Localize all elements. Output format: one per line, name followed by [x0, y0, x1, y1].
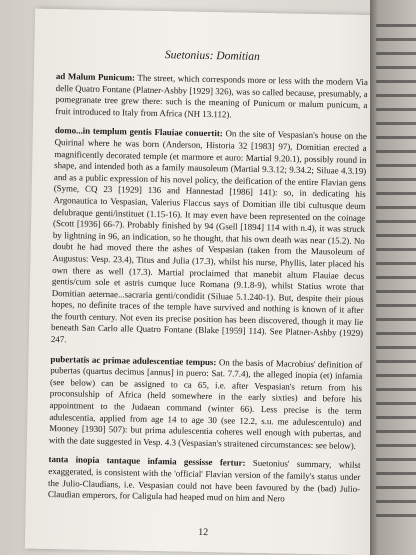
text-line-shadow: [376, 444, 416, 447]
entry-body: Suetonius' summary, whilst exaggerated, is consistent with the 'official' Flavian version of the family's status under the Julio-Claudians, i.e. Vespasian could not have been favoured by the (bad) Julio-Claudian emperors, for Caligula had heaped mud on him and Nero: [47, 458, 361, 504]
text-line-shadow: [376, 402, 416, 405]
text-line-shadow: [376, 38, 416, 41]
adjacent-page-edge: [370, 0, 416, 555]
book-page: [25, 9, 391, 555]
page-number: 12: [198, 526, 209, 539]
text-line-shadow: [376, 164, 416, 167]
text-line-shadow: [376, 178, 416, 181]
text-line-shadow: [376, 24, 416, 27]
text-line-shadow: [376, 80, 416, 83]
entry-body: The street, which corresponds more or less with the modern Via delle Quatro Fontane (Platner-Ashby [1929] 326), was so called because, presumably, a pomegranate tree grew there: such is the meaning of Punicum or malum punicum, a fruit introduced to Italy from Africa (NH 13.112).: [55, 72, 368, 120]
text-line-shadow: [376, 150, 416, 153]
text-line-shadow: [376, 66, 416, 69]
text-line-shadow: [376, 262, 416, 265]
text-line-shadow: [376, 472, 416, 475]
entry-body: On the site of Vespasian's house on the Quirinal where he was born (Anderson, Historia 32 [1983] 97), Domitian erected a magnificently decorated temple (et marmore et auro: Martial 9.20.1), possibly round in shape, and intended both as a family mausoleum (Martial 9.3.12; 9.34.2; Siluae 4.3.19) and as a public expression of his novel policy, the deification of the entire Flavian gens (Syme, CQ 23 [1929] 136 and Hannestad [1986] 141): so, in dedicating his Argonautica to Vespasian, Valerius Flaccus says of Domitian ille tibi cultusque deum delubraque genti/instituet (1.15-16). It may even have been represented on the coinage (Scott [1936] 66-7). Probably finished by 94 (Gsell [1894] 114 with n.4), it was struck by lightning in 96, an indication, so he thought, that his own death was near (15.2). No doubt he had moved there the ashes of Vespasian (taken from the Mausoleum of Augustus: Vesp. 23.4), Titus and Julia (17.3), whilst his nurse, Phyllis, later placed his own there as well (17.3). Martial proclaimed that manebit altum Flauiae decus gentis/cum sole et astris cumque luce Romana (9.1.8-9), whilst Statius wrote that Domitian aeternae...sacraria genti/condidit (Siluae 5.1.240-1). But, despite their pious hopes, no definite traces of the temple have survived and nothing is known of it after the fourth century. Not even its precise position has been discovered, though it may lie beneath San Carlo alle Quatro Fontane (Blake [1959] 114). See Platner-Ashby (1929) 247.: [50, 128, 367, 345]
text-line-shadow: [376, 304, 416, 307]
text-line-shadow: [376, 360, 416, 363]
commentary-entry: [48, 454, 361, 506]
commentary-entry: [55, 71, 368, 123]
text-line-shadow: [376, 332, 416, 335]
text-line-shadow: [376, 346, 416, 349]
text-line-shadow: [376, 458, 416, 461]
text-line-shadow: [376, 486, 416, 489]
text-line-shadow: [376, 290, 416, 293]
lemma: pubertatis ac primae adulescentiae tempus:: [50, 353, 217, 367]
text-line-shadow: [376, 500, 416, 503]
commentary-text: [48, 71, 368, 515]
lemma: tanta inopia tantaque infamia gessisse fertur:: [48, 454, 246, 469]
entry-body: On the basis of Macrobius' definition of pubertas (quartus decimus [annus] in puero: Sat. 7.7.4), the alleged inopia (et) infamia (see below) can be assigned to ca 65, i.e. after Vespasian's return from his proconsulship of Africa (held somewhere in the early sixties) and before his appointment to the Judaean command (winter 66). Less precise is the term adulescentia, applied from age 14 to age 30 (see 12.2, s.u. me adulescentulo) and Mooney [1930] 507): but prima adulescentia coheres well enough with pubertas, and with the date suggested in Vesp. 4.3 (Vespasian's straitened circumstances: see below).: [48, 356, 363, 451]
text-line-shadow: [376, 430, 416, 433]
text-line-shadow: [376, 388, 416, 391]
text-line-shadow: [376, 514, 416, 517]
text-line-shadow: [376, 192, 416, 195]
text-line-shadow: [376, 136, 416, 139]
commentary-entry: [51, 125, 367, 351]
text-line-shadow: [376, 122, 416, 125]
text-line-shadow: [376, 94, 416, 97]
text-line-shadow: [376, 318, 416, 321]
text-line-shadow: [376, 276, 416, 279]
text-line-shadow: [376, 234, 416, 237]
running-head: Suetonius: Domitian: [164, 49, 260, 63]
text-line-shadow: [376, 52, 416, 55]
text-line-shadow: [376, 248, 416, 251]
text-line-shadow: [376, 416, 416, 419]
text-line-shadow: [376, 220, 416, 223]
commentary-entry: [49, 354, 363, 453]
text-line-shadow: [376, 108, 416, 111]
text-line-shadow: [376, 374, 416, 377]
text-line-shadow: [376, 206, 416, 209]
lemma: domo...in templum gentis Flauiae conuertit:: [54, 125, 223, 139]
lemma: ad Malum Punicum:: [55, 71, 136, 83]
